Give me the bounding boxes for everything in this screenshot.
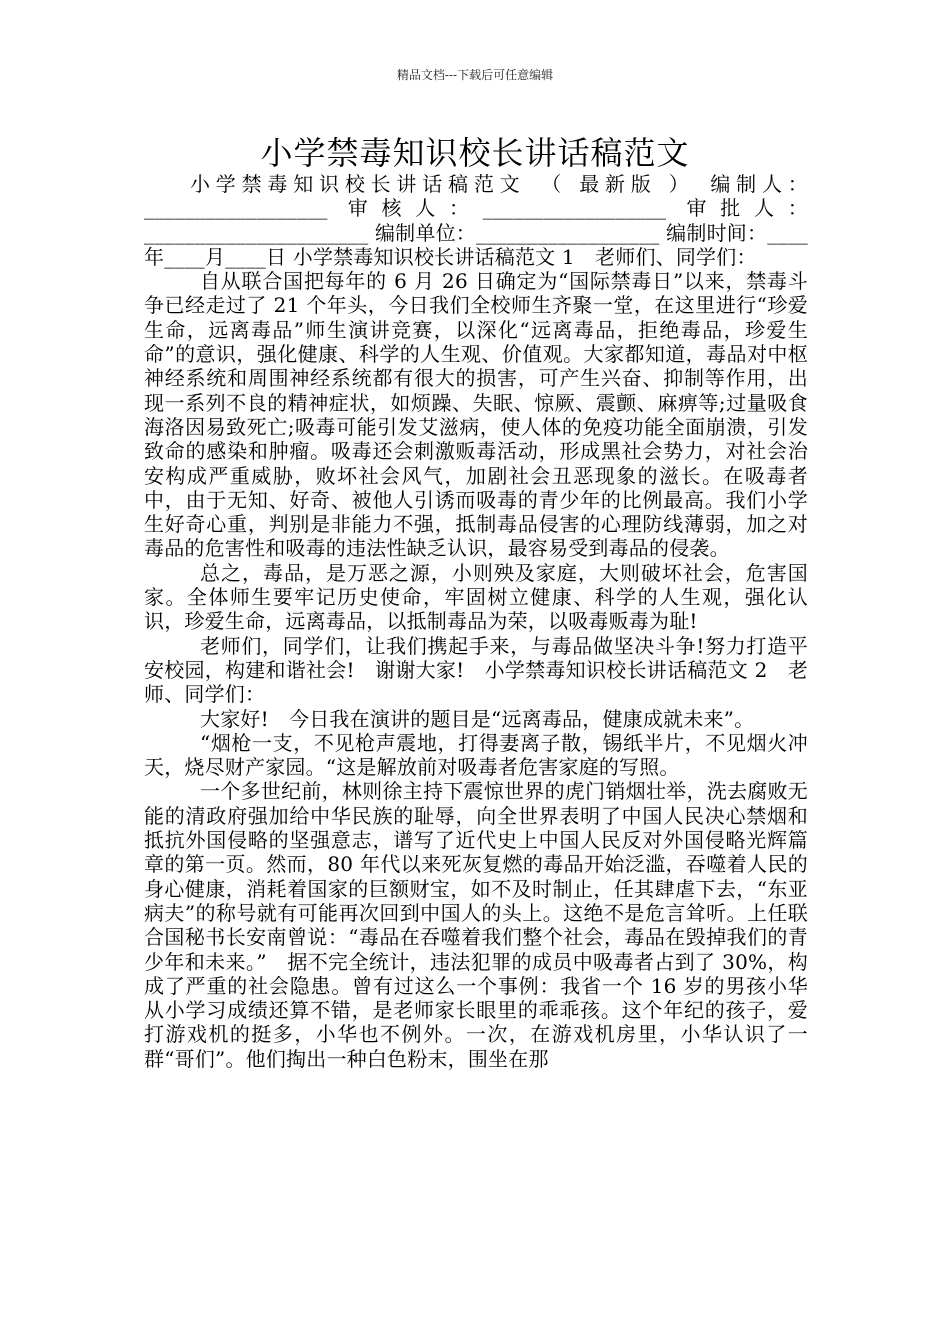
paragraph-3: 老师们，同学们，让我们携起手来，与毒品做坚决斗争!努力打造平安校园，构建和谐社会! 谢谢大家! 小学禁毒知识校长讲话稿范文 2 老师、同学们： <box>144 633 808 707</box>
paragraph-4: 大家好! 今日我在演讲的题目是“远离毒品，健康成就未来”。 <box>200 706 755 731</box>
meta-line: 小学禁毒知识校长讲话稿范文 （ 最新版 ） 编制人：__________________ 审核人：__________________ 审批人：______________________ 编制单位：__________________ 编制时间：____年____月____日 小学禁毒知识校长讲话稿范文 1 老师们、同学们： <box>144 172 808 269</box>
paragraph-5: “烟枪一支，不见枪声震地，打得妻离子散，锡纸半片，不见烟火冲天，烧尽财产家园。“这是解放前对吸毒者危害家庭的写照。 <box>144 730 808 780</box>
paragraph-1: 自从联合国把每年的 6 月 26 日确定为“国际禁毒日”以来，禁毒斗争已经走过了 21 个年头，今日我们全校师生齐聚一堂，在这里进行“珍爱生命，远离毒品”师生演讲竞赛，以深化“远离毒品，拒绝毒品，珍爱生命”的意识，强化健康、科学的人生观、价值观。大家都知道，毒品对中枢神经系统和周围神经系统都有很大的损害，可产生兴奋、抑制等作用，出现一系列不良的精神症状，如烦躁、失眠、惊厥、震颤、麻痹等;过量吸食海洛因易致死亡;吸毒可能引发艾滋病，使人体的免疫功能全面崩溃，引发致命的感染和肿瘤。吸毒还会刺激贩毒活动，形成黑社会势力，对社会治安构成严重威胁，败坏社会风气，加剧社会丑恶现象的滋长。在吸毒者中，由于无知、好奇、被他人引诱而吸毒的青少年的比例最高。我们小学生好奇心重，判别是非能力不强，抵制毒品侵害的心理防线薄弱，加之对毒品的危害性和吸毒的违法性缺乏认识，最容易受到毒品的侵袭。 <box>144 269 808 561</box>
paragraph-2: 总之，毒品，是万恶之源，小则殃及家庭，大则破坏社会，危害国家。全体师生要牢记历史使命，牢固树立健康、科学的人生观，强化认识，珍爱生命，远离毒品，以抵制毒品为荣，以吸毒贩毒为耻! <box>144 560 808 634</box>
paragraph-6: 一个多世纪前，林则徐主持下震惊世界的虎门销烟壮举，洗去腐败无能的清政府强加给中华民族的耻辱，向全世界表明了中国人民决心禁烟和抵抗外国侵略的坚强意志，谱写了近代史上中国人民反对外国侵略光辉篇章的第一页。然而，80 年代以来死灰复燃的毒品开始泛滥，吞噬着人民的身心健康，消耗着国家的巨额财宝，如不及时制止，任其肆虐下去，“东亚病夫”的称号就有可能再次回到中国人的头上。这绝不是危言耸听。上任联合国秘书长安南曾说：“毒品在吞噬着我们整个社会，毒品在毁掉我们的青少年和未来。” 据不完全统计，违法犯罪的成员中吸毒者占到了 30%，构成了严重的社会隐患。曾有过这么一个事例：我省一个 16 岁的男孩小华从小学习成绩还算不错，是老师家长眼里的乖乖孩。这个年纪的孩子，爱打游戏机的挺多，小华也不例外。一次，在游戏机房里，小华认识了一群“哥们”。他们掏出一种白色粉末，围坐在那 <box>144 779 808 1071</box>
document-body <box>144 172 808 1071</box>
document-title: 小学禁毒知识校长讲话稿范文 <box>260 134 690 172</box>
page-header-note: 精品文档---下载后可任意编辑 <box>396 68 554 82</box>
